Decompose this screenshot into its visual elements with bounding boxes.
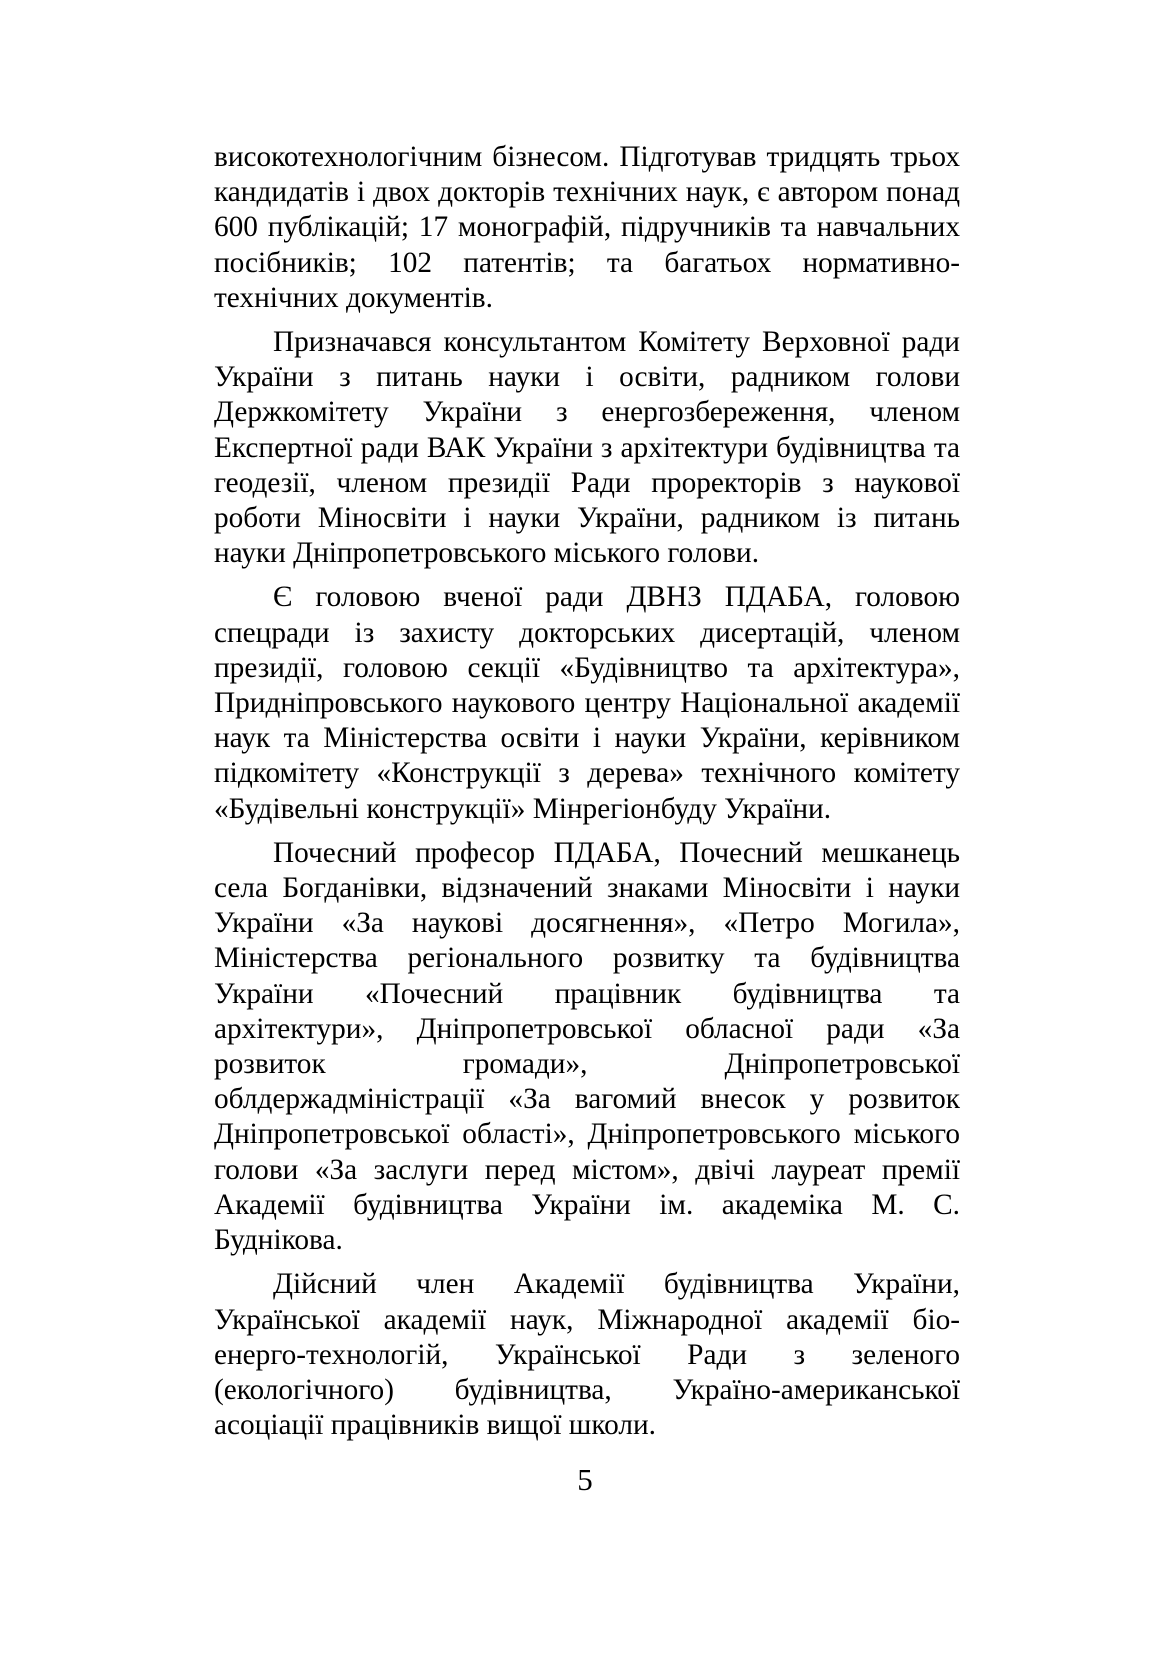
page-number: 5 bbox=[577, 1462, 593, 1497]
paragraph-memberships: Дійсний член Академії будівництва України, Української академії наук, Міжнародної академії біо-енерго-технологій, Української Ради з зеленого (екологічного) будівництва, Україно-американської асоціації працівників вищої школи. bbox=[214, 1268, 960, 1442]
body-text bbox=[214, 140, 960, 1443]
paragraph-consultant: Призначався консультантом Комітету Верховної ради України з питань науки і освіти, радником голови Держкомітету України з енергозбереження, членом Експертної ради ВАК України з архітектури будівництва та геодезії, членом президії Ради проректорів з наукової роботи Міносвіти і науки України, радником із питань науки Дніпропетровського міського голови. bbox=[214, 326, 960, 570]
paragraph-council-head: Є головою вченої ради ДВНЗ ПДАБА, головою спецради із захисту докторських дисертацій, членом президії, головою секції «Будівництво та архітектура», Придніпровського наукового центру Національної академії наук та Міністерства освіти і науки України, керівником підкомітету «Конструкції з дерева» технічного комітету «Будівельні конструкції» Мінрегіонбуду України. bbox=[214, 581, 960, 825]
paragraph-awards: Почесний професор ПДАБА, Почесний мешканець села Богданівки, відзначений знаками Міносвіти і науки України «За наукові досягнення», «Петро Могила», Міністерства регіонального розвитку та будівництва України «Почесний працівник будівництва та архітектури», Дніпропетровської обласної ради «За розвиток громади», Дніпропетровської облдержадміністрації «За вагомий внесок у розвиток Дніпропетровської області», Дніпропетровського міського голови «За заслуги перед містом», двічі лауреат премії Академії будівництва України ім. академіка М. С. Буднікова. bbox=[214, 836, 960, 1257]
paragraph-continuation: високотехнологічним бізнесом. Підготував тридцять трьох кандидатів і двох докторів технічних наук, є автором понад 600 публікацій; 17 монографій, підручників та навчальних посібників; 102 патентів; та багатьох нормативно-технічних документів. bbox=[214, 141, 960, 314]
